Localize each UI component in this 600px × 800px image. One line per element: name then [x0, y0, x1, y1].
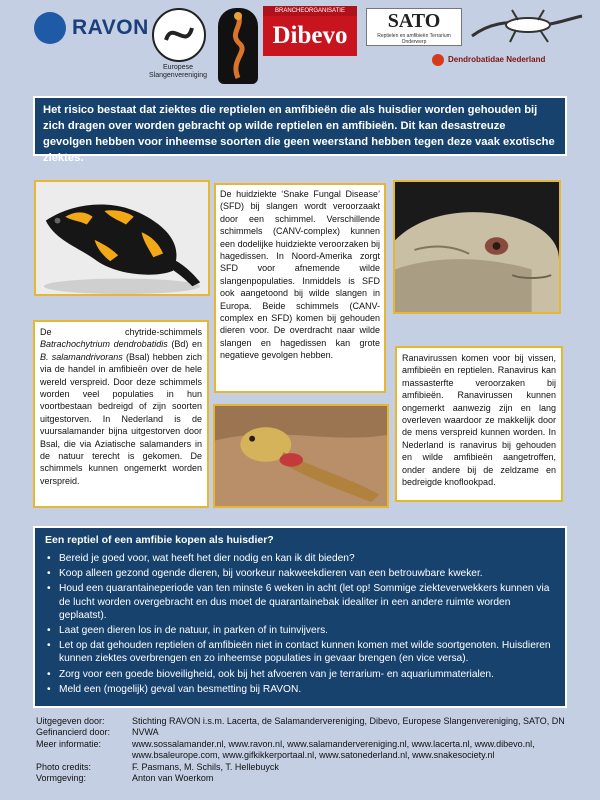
dendrobatidae-frog-icon	[432, 54, 444, 66]
dibevo-logo: Dibevo	[263, 16, 357, 56]
credits-value: F. Pasmans, M. Schils, T. Hellebuyck	[132, 761, 279, 772]
credits-row	[36, 716, 576, 727]
chytrid-text-part: De chytride-schimmels	[40, 327, 202, 337]
dibevo-tagline: BRANCHEORGANISATIE	[263, 6, 357, 16]
ravon-logo-icon	[34, 12, 66, 44]
esv-logo-text: Europese Slangenvereniging	[149, 64, 207, 79]
credits-row	[36, 762, 576, 773]
advice-item: • Meld een (mogelijk) geval van besmetting bij RAVON.	[59, 683, 555, 696]
dendrobatidae-logo-text: Dendrobatidae Nederland	[448, 55, 546, 64]
advice-item: • Zorg voor een goede bioveiligheid, ook bij het afvoeren van je terrarium- en aquariummaterialen.	[59, 668, 555, 681]
fire-salamander-photo	[34, 180, 210, 296]
snake-fungal-disease-text: De huidziekte ‘Snake Fungal Disease’ (SFD) bij slangen wordt veroorzaakt door een schimmel. Verschillende schimmels (CANV-complex) kunnen een dodelijke huidziekte veroorzaken bij hagedissen. In Noord-Amerika zorgt SFD voor afnemende wilde slangenpopulaties. Inmiddels is SFD ook aangetoond bij wilde slangen in Europa. Beide schimmels (CANV-complex en SFD) komen bij gehouden dieren voor. De overdracht naar wilde slangen en hagedissen kan grote negatieve gevolgen hebben.	[214, 183, 386, 393]
advice-item: • Let op dat gehouden reptielen of amfibieën niet in contact kunnen komen met wilde soortgenoten. Huisdieren kunnen ziektes overbrengen en zo inheemse populaties in gevaar brengen (en vice versa).	[59, 639, 555, 665]
credits-label: Uitgegeven door:	[36, 716, 105, 726]
credits-value: NVWA	[132, 727, 159, 738]
chytrid-fungus-text	[33, 320, 209, 508]
advice-item: • Houd een quarantaineperiode van ten minste 6 weken in acht (let op! Sommige ziekteverwekkers kunnen via de lucht worden overgebracht en dus moet de quarantainebak idealiter in een andere ruimte worden geplaatst).	[59, 582, 555, 622]
logo-row	[0, 0, 600, 90]
intro-banner: Het risico bestaat dat ziektes die reptielen en amfibieën die als huisdier worden gehouden bij zich dragen over worden gebracht op wilde reptielen en amfibieën. Dit kan desastreuze gevolgen hebben voor inheemse soorten die geen weerstand hebben tegen deze vaak exotische ziektes.	[33, 96, 567, 156]
ranavirus-text: Ranavirussen komen voor bij vissen, amfibieën en reptielen. Ranavirus kan massasterfte veroorzaken bij amfibieën. Ranavirussen kunnen ongemerkt aanwezig zijn en lang overleven waardoor ze makkelijk door de mens verspreid kunnen worden. In Nederland is ranavirus bij gehouden en wilde amfibieën aangetroffen, onder andere bij de zeldzame en bedreigde knoflookpad.	[395, 346, 563, 502]
chytrid-text-part: (Bd) en	[167, 339, 202, 350]
credits-links[interactable]: www.sossalamander.nl, www.ravon.nl, www.salamandervereniging.nl, www.lacerta.nl, www.dibevo.nl, www.bsaleurope.com, www.gifkikkerportaal.nl, www.satonederland.nl, www.snakesociety.nl	[132, 738, 535, 761]
sato-logo	[366, 8, 462, 46]
lacerta-lizard-logo-icon	[468, 6, 588, 50]
credits-label: Gefinancierd door:	[36, 727, 111, 738]
credits-value: Anton van Woerkom	[132, 773, 214, 784]
advice-item: • Laat geen dieren los in de natuur, in parken of in tuinvijvers.	[59, 624, 555, 637]
lizard-head-photo	[393, 180, 561, 314]
species-name-bd: Batrachochytrium dendrobatidis	[40, 339, 168, 350]
credits-row	[36, 739, 576, 762]
credits-label: Vormgeving:	[36, 773, 87, 784]
credits-label: Photo credits:	[36, 761, 92, 772]
ravon-logo-text: RAVON	[72, 16, 149, 39]
credits-row	[36, 773, 576, 784]
species-name-bsal: B. salamandrivorans	[40, 351, 123, 362]
esv-logo-icon	[152, 8, 206, 62]
credits-row	[36, 727, 576, 738]
infected-amphibian-photo	[213, 404, 389, 508]
advice-item: • Bereid je goed voor, wat heeft het dier nodig en kan ik dit bieden?	[59, 552, 555, 565]
advice-item: • Koop alleen gezond ogende dieren, bij voorkeur nakweekdieren van een betrouwbare kweker.	[59, 567, 555, 580]
credits-label: Meer informatie:	[36, 738, 102, 749]
credits-value: Stichting RAVON i.s.m. Lacerta, de Salamandervereniging, Dibevo, Europese Slangenvereniging, SATO, DN	[132, 716, 565, 726]
advice-list	[45, 552, 555, 696]
sato-logo-subtitle: Reptielen en amfibieën Terrarium Onderwerp	[377, 33, 451, 45]
sato-logo-text: SATO	[387, 10, 441, 32]
salamander-cross-logo-icon	[218, 8, 258, 84]
advice-title: Een reptiel of een amfibie kopen als huisdier?	[45, 534, 274, 546]
advice-box	[33, 526, 567, 708]
chytrid-text-part: (Bsal) hebben zich via de handel in amfibieën over de hele wereld verspreid. Door deze schimmels worden veel populaties in hun voortbestaan bedreigd of zijn soorten uitgestorven. In Nederland is de vuursalamander bijna uitgestorven door Bsal, die via Aziatische salamanders in de natuur terecht is gekomen. De schimmels kunnen ongemerkt worden verspreid.	[40, 351, 202, 486]
credits-section	[36, 716, 576, 784]
